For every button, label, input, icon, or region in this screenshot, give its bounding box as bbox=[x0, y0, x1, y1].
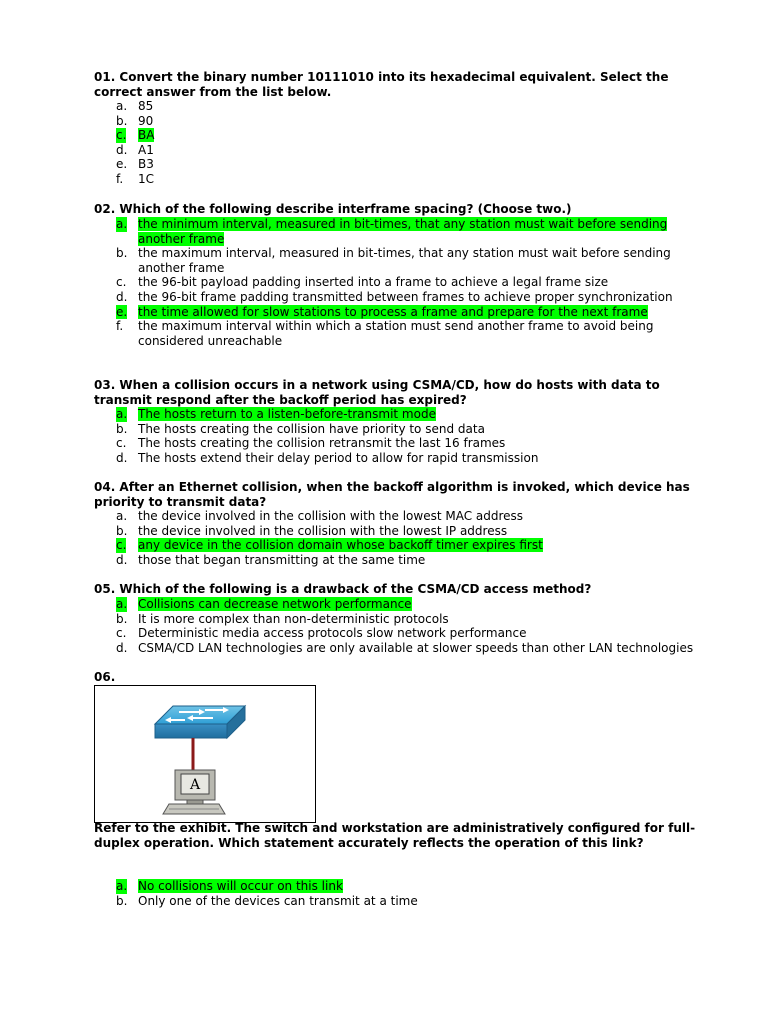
option-02-a-correct: a. the minimum interval, measured in bit-times, that any station must wait before sending another frame bbox=[116, 217, 668, 246]
option-01-c-correct: c. BA bbox=[116, 128, 155, 143]
question-06-options bbox=[0, 879, 698, 908]
question-02-options bbox=[0, 217, 698, 348]
option-04-d: d. those that began transmitting at the same time bbox=[116, 552, 426, 567]
option-02-b: b. the maximum interval, measured in bit-times, that any station must wait before sending another frame bbox=[116, 246, 671, 275]
question-05-options bbox=[0, 597, 698, 655]
option-02-c: c. the 96-bit payload padding inserted into a frame to achieve a legal frame size bbox=[116, 275, 609, 290]
question-03-options bbox=[0, 407, 698, 465]
option-01-a: a. 85 bbox=[116, 99, 154, 113]
option-04-b: b. the device involved in the collision with the lowest IP address bbox=[116, 523, 508, 538]
option-05-d: d. CSMA/CD LAN technologies are only available at slower speeds than other LAN technologies bbox=[116, 640, 694, 655]
option-02-d: d. the 96-bit frame padding transmitted between frames to achieve proper synchronization bbox=[116, 289, 673, 304]
question-01-prompt: 01. Convert the binary number 10111010 into its hexadecimal equivalent. Select the correct answer from the list below. bbox=[94, 70, 669, 99]
option-06-a-correct: a. No collisions will occur on this link bbox=[116, 879, 343, 893]
option-04-a: a. the device involved in the collision with the lowest MAC address bbox=[116, 509, 524, 523]
option-02-e-correct: e. the time allowed for slow stations to process a frame and prepare for the next frame bbox=[116, 304, 648, 319]
question-04-options bbox=[0, 509, 698, 567]
switch-workstation-diagram bbox=[95, 686, 315, 822]
option-03-a-correct: a. The hosts return to a listen-before-transmit mode bbox=[116, 407, 436, 421]
option-01-b: b. 90 bbox=[116, 113, 154, 128]
question-06-prompt: Refer to the exhibit. The switch and workstation are administratively configured for full-duplex operation. Which statement accurately reflects the operation of this link? bbox=[94, 821, 696, 850]
option-05-b: b. It is more complex than non-deterministic protocols bbox=[116, 611, 449, 626]
option-03-c: c. The hosts creating the collision retransmit the last 16 frames bbox=[116, 436, 506, 451]
option-03-b: b. The hosts creating the collision have priority to send data bbox=[116, 421, 485, 436]
option-05-c: c. Deterministic media access protocols slow network performance bbox=[116, 626, 527, 641]
question-01-options bbox=[0, 99, 698, 187]
option-01-f: f. 1C bbox=[116, 171, 155, 186]
question-05-prompt: 05. Which of the following is a drawback of the CSMA/CD access method? bbox=[94, 582, 592, 596]
option-02-f: f. the maximum interval within which a station must send another frame to avoid being considered unreachable bbox=[116, 319, 654, 348]
option-05-a-correct: a. Collisions can decrease network performance bbox=[116, 597, 412, 611]
option-03-d: d. The hosts extend their delay period to allow for rapid transmission bbox=[116, 450, 539, 465]
switch-icon bbox=[155, 706, 245, 738]
option-01-e: e. B3 bbox=[116, 157, 154, 172]
option-04-c-correct: c. any device in the collision domain whose backoff timer expires first bbox=[116, 538, 543, 553]
question-02-prompt: 02. Which of the following describe interframe spacing? (Choose two.) bbox=[94, 202, 572, 216]
exhibit-figure bbox=[94, 685, 316, 823]
workstation-label: A bbox=[189, 777, 201, 793]
question-06-number: 06. bbox=[94, 670, 116, 684]
option-06-b: b. Only one of the devices can transmit at a time bbox=[116, 893, 418, 908]
question-03-prompt: 03. When a collision occurs in a network using CSMA/CD, how do hosts with data to transmit respond after the backoff period has expired? bbox=[94, 378, 660, 407]
question-04-prompt: 04. After an Ethernet collision, when the backoff algorithm is invoked, which device has priority to transmit data? bbox=[94, 480, 690, 509]
option-01-d: d. A1 bbox=[116, 142, 154, 157]
